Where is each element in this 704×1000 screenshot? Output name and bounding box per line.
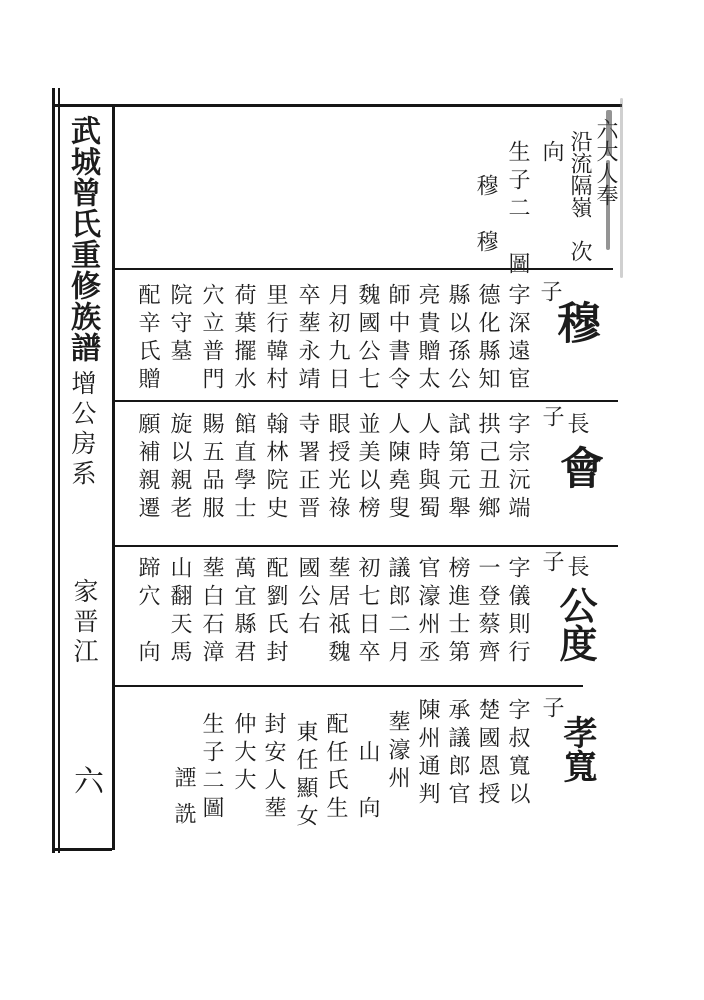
block1-name: 穆 — [549, 300, 600, 344]
inner-border-left — [58, 88, 60, 853]
block2-col: 字宗沅端 — [505, 412, 530, 524]
block1-col: 魏國公七 — [355, 283, 380, 395]
block4-col: 承議郎官 — [445, 698, 470, 810]
block2-col: 願補親遷 — [135, 412, 160, 524]
book-title: 武城曾氏重修族譜 — [65, 115, 100, 363]
block4-col: 字叔寬以 — [505, 698, 530, 810]
block1-col: 穴立普門 — [199, 283, 224, 395]
block3-col: 蹄穴 向 — [135, 556, 160, 668]
block3-col: 一登蔡齊 — [475, 556, 500, 668]
block1-col: 德化縣知 — [475, 283, 500, 395]
scan-mark — [606, 110, 612, 156]
block4-col: 諲 — [171, 766, 196, 794]
block2-col: 旋以親老 — [167, 412, 192, 524]
block4-col: 詵 — [171, 802, 196, 830]
block3-col: 萬宜縣君 — [231, 556, 256, 668]
block3-col: 塟白石漳 — [199, 556, 224, 668]
block3-col: 初七日卒 — [355, 556, 380, 668]
block4-col: 楚國恩授 — [475, 698, 500, 810]
block1-col: 卒塟永靖 — [295, 283, 320, 395]
block2-col: 寺署正晋 — [295, 412, 320, 524]
block1-header: 子 — [537, 280, 562, 302]
block4-col: 封安人塟 — [261, 712, 286, 824]
block4-col: 山 向 — [355, 740, 380, 824]
block0-col: 穆 穆 — [473, 174, 498, 258]
block3-col: 字儀則行 — [505, 556, 530, 668]
block1-col: 配辛氏贈 — [135, 283, 160, 395]
outer-border-left — [52, 88, 55, 853]
block3-name: 公度 — [553, 586, 598, 662]
genealogist-name: 家晋江 — [70, 578, 99, 668]
block2-name: 會 — [552, 445, 603, 489]
divider-2 — [113, 400, 618, 402]
block4-header: 子 — [539, 696, 564, 718]
block3-header: 子 — [539, 550, 564, 572]
block1-col: 字深遠宦 — [505, 283, 530, 395]
block2-header: 子 — [539, 405, 564, 427]
block2-col: 並美以榜 — [355, 412, 380, 524]
block4-col: 塟濠州 — [385, 710, 410, 794]
block3-col: 配劉氏封 — [263, 556, 288, 668]
block2-col: 試第元舉 — [445, 412, 470, 524]
margin-divider — [112, 104, 115, 850]
block0-header-2: 沿流隔嶺 — [567, 130, 592, 218]
scan-mark — [606, 160, 610, 250]
block4-col: 東任顯女 — [293, 720, 318, 832]
block0-col: 向 — [539, 140, 564, 168]
block1-col: 月初九日 — [325, 283, 350, 395]
block0-child-label: 次 — [567, 240, 592, 262]
block1-col: 亮貴贈太 — [415, 283, 440, 395]
block2-child-label: 長 — [564, 412, 589, 434]
folio-number: 六 — [68, 765, 103, 795]
block4-name: 孝寬 — [557, 715, 597, 783]
divider-1 — [113, 268, 613, 270]
block2-col: 拱己丑鄉 — [475, 412, 500, 524]
block0-header — [594, 118, 616, 206]
block3-col: 山翻天馬 — [167, 556, 192, 668]
block2-col: 賜五品服 — [199, 412, 224, 524]
bottom-border — [52, 848, 112, 851]
block1-col: 荷葉擺水 — [231, 283, 256, 395]
block3-col: 榜進士第 — [445, 556, 470, 668]
top-border — [52, 104, 622, 107]
block4-col: 配任氏生 — [323, 712, 348, 824]
block2-col: 翰林院史 — [263, 412, 288, 524]
block2-col: 館直學士 — [231, 412, 256, 524]
block0-col: 生子二 圖 — [505, 140, 530, 280]
block4-col: 生子二圖 — [199, 712, 224, 824]
scan-mark — [620, 98, 623, 278]
divider-3 — [113, 545, 618, 547]
block3-col: 塟居祗魏 — [325, 556, 350, 668]
block3-col: 國公右 — [295, 556, 320, 640]
block4-col: 仲大大 — [231, 712, 256, 796]
block3-child-label: 長 — [564, 555, 589, 577]
block1-col: 里行韓村 — [263, 283, 288, 395]
block2-col: 人陳堯叟 — [385, 412, 410, 524]
block3-col: 官濠州丞 — [415, 556, 440, 668]
block2-col: 眼授光祿 — [325, 412, 350, 524]
block1-col: 院守墓 — [167, 283, 192, 367]
block4-col: 陳州通判 — [415, 698, 440, 810]
block1-col: 師中書令 — [385, 283, 410, 395]
block3-col: 議郎二月 — [385, 556, 410, 668]
divider-4 — [113, 685, 583, 687]
block1-col: 縣以孫公 — [445, 283, 470, 395]
branch-title: 增公房系 — [68, 370, 97, 490]
block2-col: 人時與蜀 — [415, 412, 440, 524]
